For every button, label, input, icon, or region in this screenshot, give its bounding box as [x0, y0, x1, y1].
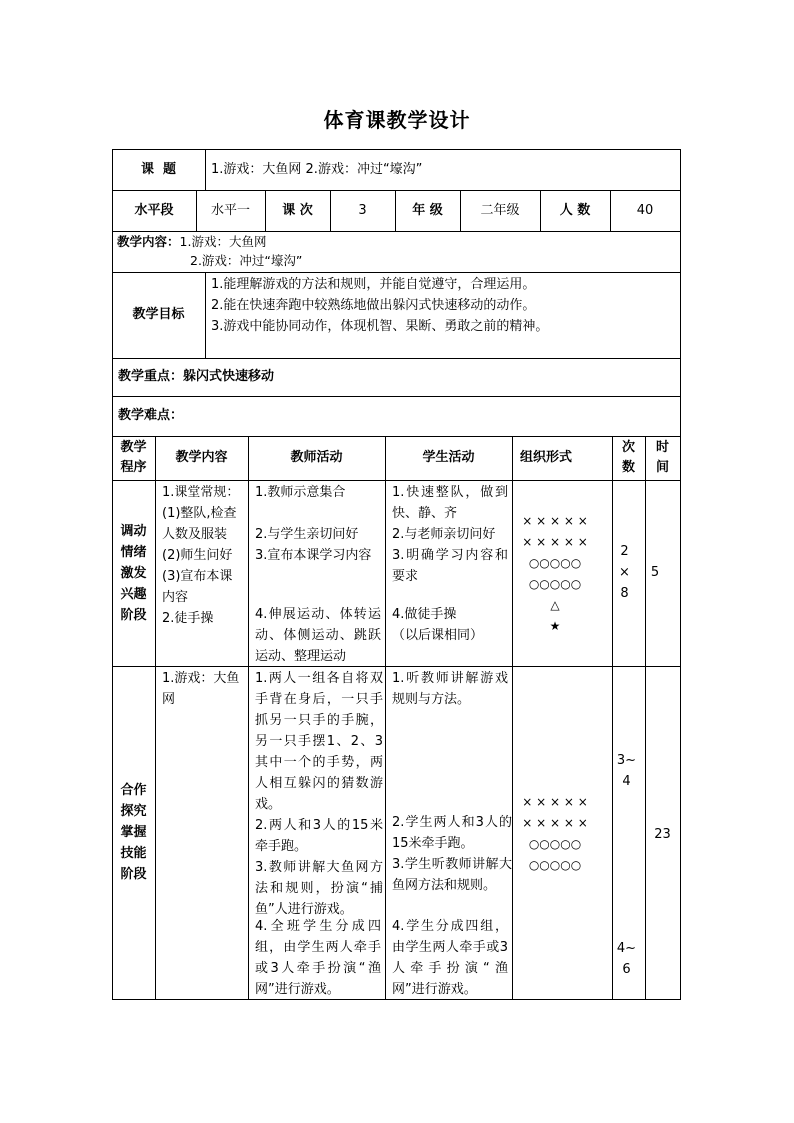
row2-formation [512, 792, 598, 876]
triangle-icon: △ [550, 598, 560, 612]
goals-label: 教学目标 [132, 307, 185, 322]
formation-row: × × × × × [522, 514, 588, 528]
session-value: 3 [358, 203, 367, 218]
difficulty: 教学难点： [118, 408, 184, 423]
level-label: 水平段 [134, 203, 174, 218]
row2-teacher-b: 4.全班学生分成四组，由学生两人牵手或3人牵手扮演“渔网”进行游戏。 [255, 919, 381, 997]
row1-student-a: 1.快速整队，做到快、静、齐 2.与老师亲切问好 3.明确学习内容和要求 [392, 485, 508, 584]
row2-times-b: 4~ 6 [616, 941, 637, 977]
header-content: 教学内容 [175, 450, 228, 465]
formation-row: × × × × × [522, 535, 588, 549]
row2-times-a: 3~ 4 [616, 753, 637, 789]
formation-row: ○○○○○ [528, 577, 582, 591]
formation-row: × × × × × [522, 795, 588, 809]
header-duration: 时 间 [655, 440, 669, 475]
topic-label: 课 题 [140, 162, 177, 177]
formation-row: ○○○○○ [528, 837, 582, 851]
header-student: 学生活动 [422, 450, 475, 465]
row1-formation [512, 511, 598, 637]
content-item: 1.游戏：大鱼网 [179, 234, 267, 249]
header-teacher: 教师活动 [290, 450, 343, 465]
count-label: 人 数 [559, 203, 591, 218]
row2-duration: 23 [654, 827, 671, 842]
row2-student-c: 4.学生分成四组，由学生两人牵手或3人牵手扮演“渔网”进行游戏。 [392, 919, 508, 997]
goal-item: 2.能在快速奔跑中较熟练地做出躲闪式快速移动的动作。 [211, 298, 536, 313]
header-times: 次 数 [621, 440, 635, 475]
goal-item: 1.能理解游戏的方法和规则，并能自觉遵守，合理运用。 [211, 277, 536, 292]
grade-label: 年 级 [412, 203, 443, 218]
row2-teacher-a: 1.两人一组各自将双手背在身后，一只手抓另一只手的手腕，另一只手摆1、2、3其中一个的手势，两人相互躲闪的猜数游戏。 2.两人和3人的15米牵手跑。 3.教师讲解大鱼网方法和规则，扮演“捕鱼”人进行游戏。 [255, 671, 383, 917]
row1-duration: 5 [650, 565, 660, 580]
row2-student-a: 1.听教师讲解游戏规则与方法。 [392, 671, 508, 707]
grade-value: 二年级 [480, 203, 520, 218]
page-title: 体育课教学设计 [323, 108, 471, 132]
count-value: 40 [636, 203, 654, 218]
row2-procedure: 合作 探究 掌握 技能 阶段 [120, 783, 147, 882]
key-point: 教学重点：躲闪式快速移动 [118, 369, 275, 384]
formation-row: ○○○○○ [528, 858, 582, 872]
header-formation: 组织形式 [520, 450, 573, 465]
row1-content: 1.课堂常规： (1)整队,检查人数及服装 (2)师生问好 (3)宣布本课内容 2.徒手操 [162, 485, 240, 626]
row1-student-b: 4.做徒手操 （以后课相同） [392, 607, 484, 643]
content-label: 教学内容： [117, 234, 180, 249]
row1-procedure: 调动 情绪 激发 兴趣 阶段 [120, 524, 147, 623]
row1-teacher-a: 1.教师示意集合 2.与学生亲切问好 3.宣布本课学习内容 [255, 485, 372, 563]
content-item: 2.游戏：冲过“壕沟” [190, 253, 303, 268]
session-label: 课 次 [282, 203, 313, 218]
formation-row: ○○○○○ [528, 556, 582, 570]
goal-item: 3.游戏中能协同动作，体现机智、果断、勇敢之前的精神。 [211, 319, 549, 334]
row2-student-b: 2.学生两人和3人的15米牵手跑。 3.学生听教师讲解大鱼网方法和规则。 [392, 815, 512, 893]
row1-times: 2 × 8 [619, 544, 630, 601]
level-value: 水平一 [210, 203, 250, 218]
content-section [117, 232, 677, 272]
row2-content: 1.游戏：大鱼网 [162, 671, 240, 707]
star-icon: ★ [549, 619, 561, 633]
formation-row: × × × × × [522, 816, 588, 830]
header-procedure: 教学 程序 [120, 440, 147, 475]
topic-value: 1.游戏：大鱼网 2.游戏：冲过“壕沟” [211, 162, 423, 177]
goals-list [211, 274, 679, 337]
row1-teacher-b: 4.伸展运动、体转运动、体侧运动、跳跃运动、整理运动 [255, 607, 381, 664]
